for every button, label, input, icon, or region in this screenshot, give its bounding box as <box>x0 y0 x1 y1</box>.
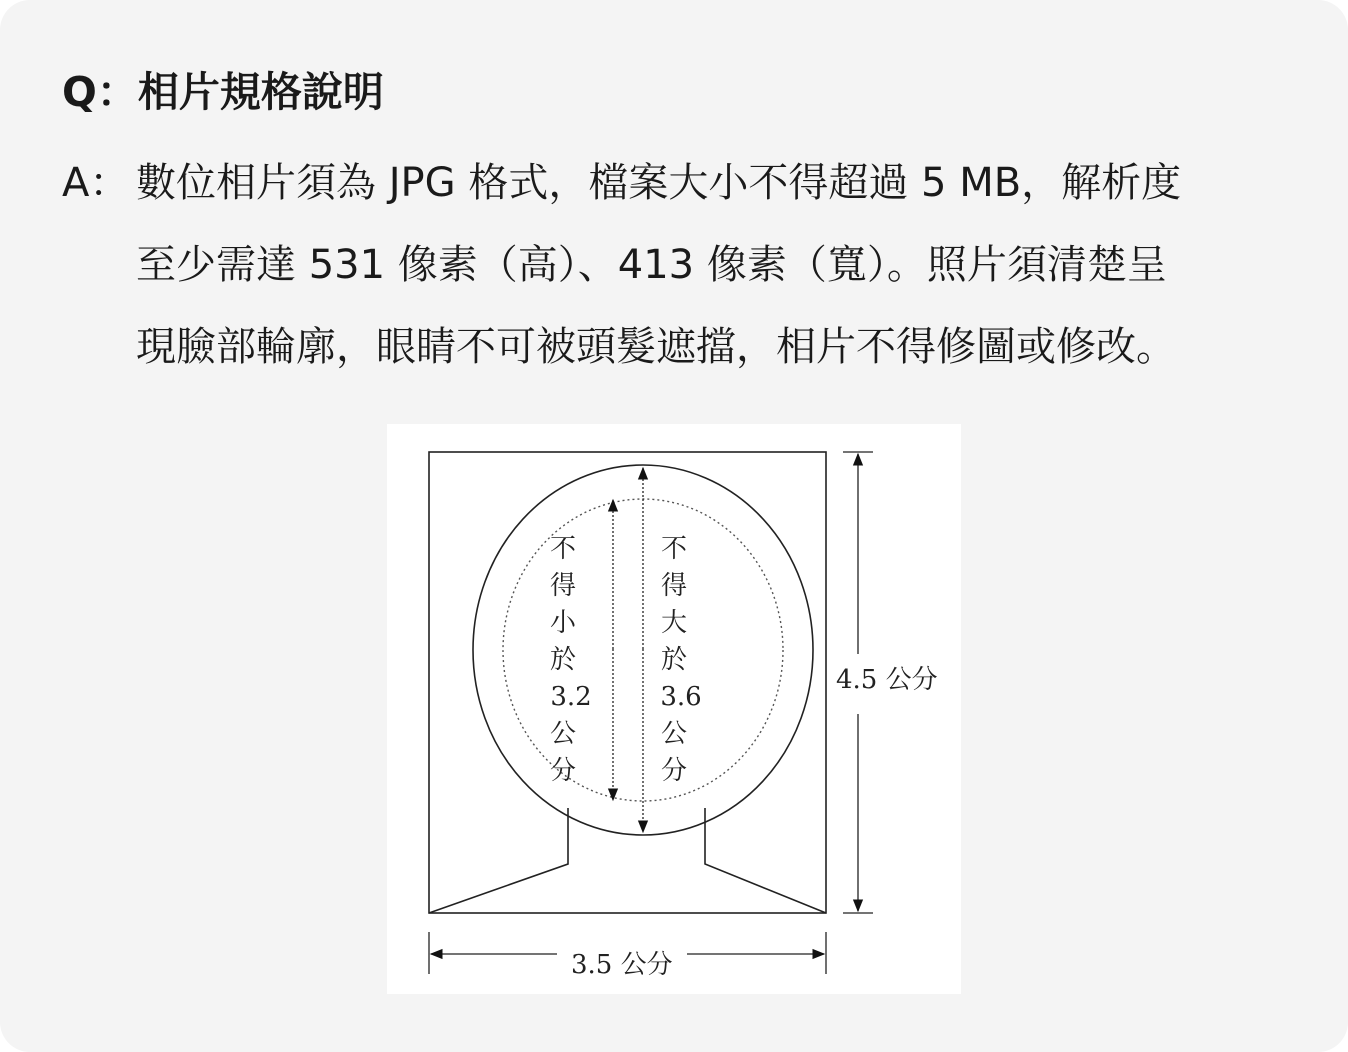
question-prefix: Q： <box>62 68 138 116</box>
answer-text <box>136 142 1292 388</box>
answer-line: 至少需達 531 像素（高）、413 像素（寬）。照片須清楚呈 <box>136 242 1167 288</box>
outer-size-label-char: 大 <box>660 608 688 638</box>
question-heading <box>62 62 384 122</box>
outer-size-label-char: 得 <box>660 571 688 601</box>
inner-size-label-char: 分 <box>549 756 577 786</box>
inner-size-label-char: 於 <box>549 645 577 675</box>
photo-frame <box>429 452 826 913</box>
answer-prefix: A： <box>62 160 130 206</box>
inner-size-label-char: 公 <box>549 719 577 749</box>
outer-size-label-char: 分 <box>660 756 688 786</box>
outer-size-label-char: 不 <box>660 534 688 564</box>
question-title: 相片規格說明 <box>137 68 384 116</box>
width-dimension-label: 3.5 公分 <box>571 950 673 980</box>
outer-size-label-char: 於 <box>660 645 688 675</box>
height-dimension-label: 4.5 公分 <box>836 665 938 695</box>
photo-spec-diagram <box>387 424 961 994</box>
answer-line: 現臉部輪廓，眼睛不可被頭髮遮擋，相片不得修圖或修改。 <box>136 324 1176 370</box>
inner-size-label-char: 不 <box>549 534 577 564</box>
inner-size-label-char: 得 <box>549 571 577 601</box>
shoulders-outline <box>429 808 826 913</box>
inner-size-label-char: 3.2 <box>550 682 592 712</box>
outer-size-label-char: 3.6 <box>660 682 702 712</box>
outer-size-label-char: 公 <box>660 719 688 749</box>
inner-size-label-char: 小 <box>549 608 577 638</box>
answer-block <box>62 142 1292 388</box>
answer-line: 數位相片須為 JPG 格式，檔案大小不得超過 5 MB，解析度 <box>136 160 1182 206</box>
